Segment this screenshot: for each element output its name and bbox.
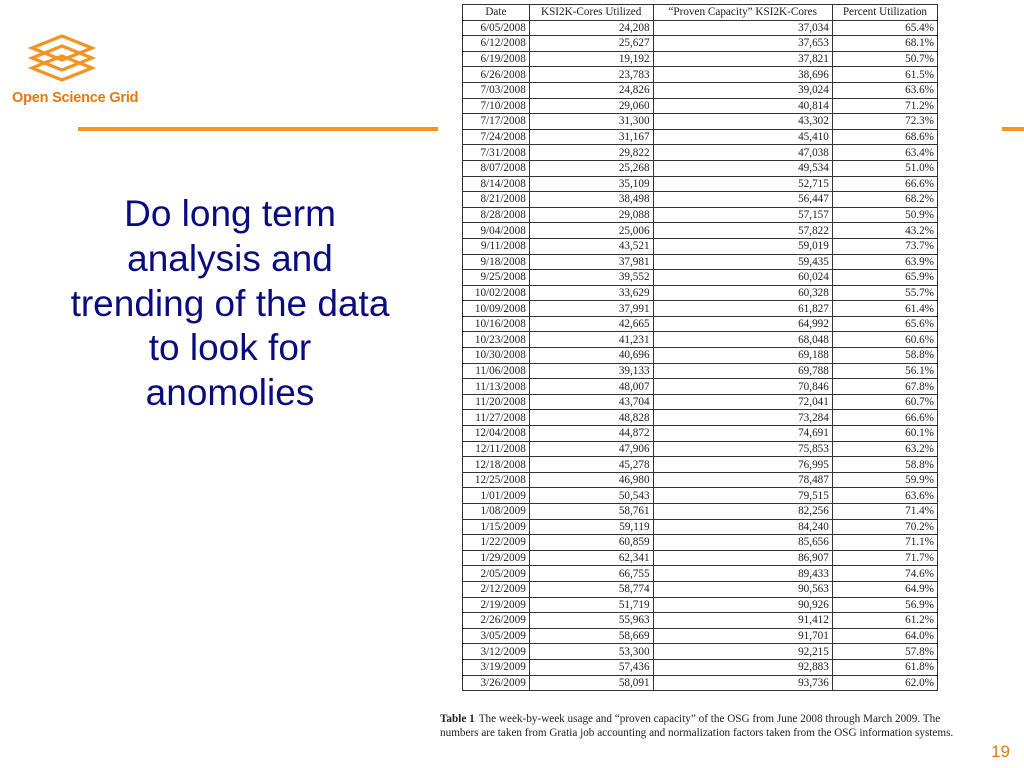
table-cell: 51.0% — [832, 160, 937, 176]
table-cell: 11/20/2008 — [463, 394, 530, 410]
table-cell: 6/05/2008 — [463, 20, 530, 36]
table-cell: 3/19/2009 — [463, 659, 530, 675]
table-cell: 12/11/2008 — [463, 441, 530, 457]
table-row — [463, 160, 938, 176]
table-cell: 38,696 — [653, 67, 832, 83]
table-cell: 11/06/2008 — [463, 363, 530, 379]
table-row — [463, 675, 938, 691]
table-cell: 33,629 — [529, 285, 653, 301]
table-cell: 66,755 — [529, 566, 653, 582]
table-cell: 11/13/2008 — [463, 379, 530, 395]
table-cell: 37,034 — [653, 20, 832, 36]
table-cell: 84,240 — [653, 519, 832, 535]
table-cell: 6/19/2008 — [463, 51, 530, 67]
table-cell: 10/16/2008 — [463, 316, 530, 332]
table-cell: 41,231 — [529, 332, 653, 348]
table-cell: 31,167 — [529, 129, 653, 145]
table-cell: 67.8% — [832, 379, 937, 395]
table-cell: 7/17/2008 — [463, 114, 530, 130]
table-cell: 7/03/2008 — [463, 82, 530, 98]
table-row — [463, 550, 938, 566]
column-header: “Proven Capacity” KSI2K-Cores — [653, 5, 832, 21]
table-cell: 24,826 — [529, 82, 653, 98]
table-cell: 52,715 — [653, 176, 832, 192]
column-header: Percent Utilization — [832, 5, 937, 21]
table-row — [463, 51, 938, 67]
column-header: KSI2K-Cores Utilized — [529, 5, 653, 21]
table-cell: 6/26/2008 — [463, 67, 530, 83]
table-cell: 71.1% — [832, 535, 937, 551]
table-cell: 59,019 — [653, 238, 832, 254]
table-row — [463, 20, 938, 36]
table-cell: 40,814 — [653, 98, 832, 114]
table-cell: 72,041 — [653, 394, 832, 410]
table-cell: 68.6% — [832, 129, 937, 145]
table-cell: 10/30/2008 — [463, 348, 530, 364]
caption-text: The week-by-week usage and “proven capacity” of the OSG from June 2008 through March 2009. The numbers are taken from Gratia job accounting and normalization factors taken from the OSG information systems. — [440, 713, 954, 739]
table-cell: 65.9% — [832, 270, 937, 286]
table-cell: 62.0% — [832, 675, 937, 691]
table-cell: 9/04/2008 — [463, 223, 530, 239]
table-cell: 47,906 — [529, 441, 653, 457]
table-cell: 69,188 — [653, 348, 832, 364]
table-cell: 91,701 — [653, 628, 832, 644]
table-cell: 24,208 — [529, 20, 653, 36]
table-cell: 47,038 — [653, 145, 832, 161]
table-cell: 9/18/2008 — [463, 254, 530, 270]
table-cell: 25,006 — [529, 223, 653, 239]
table-cell: 56.1% — [832, 363, 937, 379]
table-cell: 9/11/2008 — [463, 238, 530, 254]
table-cell: 25,627 — [529, 36, 653, 52]
table-cell: 60.7% — [832, 394, 937, 410]
table-cell: 89,433 — [653, 566, 832, 582]
table-cell: 8/21/2008 — [463, 192, 530, 208]
table-cell: 7/10/2008 — [463, 98, 530, 114]
table-cell: 3/05/2009 — [463, 628, 530, 644]
table-cell: 61.8% — [832, 659, 937, 675]
table-cell: 90,926 — [653, 597, 832, 613]
usage-table-figure — [462, 4, 938, 691]
table-cell: 2/19/2009 — [463, 597, 530, 613]
table-cell: 35,109 — [529, 176, 653, 192]
table-row — [463, 285, 938, 301]
table-cell: 50.7% — [832, 51, 937, 67]
table-cell: 7/31/2008 — [463, 145, 530, 161]
usage-table — [462, 4, 938, 691]
table-cell: 59,435 — [653, 254, 832, 270]
table-row — [463, 67, 938, 83]
table-cell: 78,487 — [653, 472, 832, 488]
table-row — [463, 207, 938, 223]
table-cell: 43,704 — [529, 394, 653, 410]
table-cell: 74.6% — [832, 566, 937, 582]
table-cell: 59,119 — [529, 519, 653, 535]
table-row — [463, 129, 938, 145]
header-rule-left — [78, 127, 438, 131]
table-cell: 1/08/2009 — [463, 504, 530, 520]
table-cell: 56.9% — [832, 597, 937, 613]
table-cell: 64.0% — [832, 628, 937, 644]
table-cell: 51,719 — [529, 597, 653, 613]
table-cell: 8/07/2008 — [463, 160, 530, 176]
table-row — [463, 628, 938, 644]
table-cell: 55,963 — [529, 613, 653, 629]
table-cell: 72.3% — [832, 114, 937, 130]
table-cell: 65.4% — [832, 20, 937, 36]
table-cell: 76,995 — [653, 457, 832, 473]
header-rule-right — [1002, 127, 1024, 131]
table-cell: 61.4% — [832, 301, 937, 317]
table-cell: 70,846 — [653, 379, 832, 395]
table-cell: 71.2% — [832, 98, 937, 114]
table-cell: 63.2% — [832, 441, 937, 457]
table-cell: 29,088 — [529, 207, 653, 223]
table-cell: 58,761 — [529, 504, 653, 520]
table-cell: 57,157 — [653, 207, 832, 223]
table-cell: 2/26/2009 — [463, 613, 530, 629]
table-row — [463, 332, 938, 348]
table-row — [463, 316, 938, 332]
table-cell: 1/15/2009 — [463, 519, 530, 535]
logo-text: Open Science Grid — [12, 90, 139, 106]
table-cell: 46,980 — [529, 472, 653, 488]
table-row — [463, 613, 938, 629]
table-cell: 58.8% — [832, 348, 937, 364]
table-cell: 39,024 — [653, 82, 832, 98]
table-cell: 8/28/2008 — [463, 207, 530, 223]
table-cell: 50,543 — [529, 488, 653, 504]
table-cell: 63.9% — [832, 254, 937, 270]
table-cell: 53,300 — [529, 644, 653, 660]
table-row — [463, 535, 938, 551]
table-cell: 86,907 — [653, 550, 832, 566]
table-cell: 63.4% — [832, 145, 937, 161]
table-row — [463, 270, 938, 286]
table-cell: 25,268 — [529, 160, 653, 176]
table-cell: 37,821 — [653, 51, 832, 67]
table-cell: 29,822 — [529, 145, 653, 161]
table-row — [463, 301, 938, 317]
table-cell: 2/12/2009 — [463, 581, 530, 597]
table-cell: 39,133 — [529, 363, 653, 379]
table-row — [463, 348, 938, 364]
table-cell: 31,300 — [529, 114, 653, 130]
table-cell: 38,498 — [529, 192, 653, 208]
table-cell: 58,091 — [529, 675, 653, 691]
table-cell: 61,827 — [653, 301, 832, 317]
table-cell: 12/25/2008 — [463, 472, 530, 488]
table-cell: 63.6% — [832, 488, 937, 504]
table-cell: 29,060 — [529, 98, 653, 114]
table-cell: 44,872 — [529, 426, 653, 442]
table-row — [463, 98, 938, 114]
table-row — [463, 659, 938, 675]
table-row — [463, 394, 938, 410]
table-cell: 2/05/2009 — [463, 566, 530, 582]
table-cell: 57.8% — [832, 644, 937, 660]
table-cell: 11/27/2008 — [463, 410, 530, 426]
table-cell: 63.6% — [832, 82, 937, 98]
table-cell: 68.1% — [832, 36, 937, 52]
table-cell: 19,192 — [529, 51, 653, 67]
table-cell: 65.6% — [832, 316, 937, 332]
table-cell: 43.2% — [832, 223, 937, 239]
table-cell: 60.1% — [832, 426, 937, 442]
table-cell: 9/25/2008 — [463, 270, 530, 286]
table-cell: 42,665 — [529, 316, 653, 332]
table-cell: 66.6% — [832, 176, 937, 192]
table-cell: 55.7% — [832, 285, 937, 301]
table-cell: 70.2% — [832, 519, 937, 535]
table-cell: 60,859 — [529, 535, 653, 551]
table-cell: 58.8% — [832, 457, 937, 473]
table-cell: 91,412 — [653, 613, 832, 629]
table-row — [463, 192, 938, 208]
table-cell: 40,696 — [529, 348, 653, 364]
table-cell: 45,278 — [529, 457, 653, 473]
table-cell: 50.9% — [832, 207, 937, 223]
table-cell: 92,883 — [653, 659, 832, 675]
osg-logo — [12, 32, 152, 112]
table-cell: 23,783 — [529, 67, 653, 83]
table-cell: 73.7% — [832, 238, 937, 254]
table-row — [463, 457, 938, 473]
table-row — [463, 254, 938, 270]
table-row — [463, 566, 938, 582]
table-cell: 43,521 — [529, 238, 653, 254]
table-cell: 1/01/2009 — [463, 488, 530, 504]
slide-headline: Do long term analysis and trending of the data to look for anomolies — [70, 193, 390, 414]
table-row — [463, 581, 938, 597]
table-cell: 39,552 — [529, 270, 653, 286]
osg-logo-icon — [22, 32, 102, 88]
table-cell: 75,853 — [653, 441, 832, 457]
table-cell: 49,534 — [653, 160, 832, 176]
table-cell: 62,341 — [529, 550, 653, 566]
table-cell: 1/29/2009 — [463, 550, 530, 566]
table-row — [463, 410, 938, 426]
table-cell: 10/02/2008 — [463, 285, 530, 301]
table-cell: 37,981 — [529, 254, 653, 270]
table-cell: 64,992 — [653, 316, 832, 332]
table-cell: 57,436 — [529, 659, 653, 675]
table-cell: 59.9% — [832, 472, 937, 488]
table-row — [463, 519, 938, 535]
table-cell: 58,774 — [529, 581, 653, 597]
table-cell: 60,024 — [653, 270, 832, 286]
table-cell: 71.7% — [832, 550, 937, 566]
table-cell: 92,215 — [653, 644, 832, 660]
table-cell: 7/24/2008 — [463, 129, 530, 145]
table-cell: 60.6% — [832, 332, 937, 348]
table-row — [463, 176, 938, 192]
table-row — [463, 441, 938, 457]
table-cell: 37,991 — [529, 301, 653, 317]
table-cell: 3/26/2009 — [463, 675, 530, 691]
table-cell: 69,788 — [653, 363, 832, 379]
table-cell: 48,828 — [529, 410, 653, 426]
table-cell: 58,669 — [529, 628, 653, 644]
table-cell: 71.4% — [832, 504, 937, 520]
table-cell: 74,691 — [653, 426, 832, 442]
table-header-row — [463, 5, 938, 21]
table-cell: 68,048 — [653, 332, 832, 348]
table-cell: 48,007 — [529, 379, 653, 395]
table-row — [463, 114, 938, 130]
table-row — [463, 223, 938, 239]
table-cell: 60,328 — [653, 285, 832, 301]
caption-label: Table 1 — [440, 713, 475, 725]
page-number: 19 — [991, 742, 1010, 761]
table-cell: 6/12/2008 — [463, 36, 530, 52]
table-cell: 90,563 — [653, 581, 832, 597]
table-cell: 45,410 — [653, 129, 832, 145]
table-row — [463, 597, 938, 613]
table-cell: 3/12/2009 — [463, 644, 530, 660]
table-row — [463, 426, 938, 442]
table-cell: 66.6% — [832, 410, 937, 426]
table-cell: 85,656 — [653, 535, 832, 551]
table-row — [463, 36, 938, 52]
table-row — [463, 379, 938, 395]
table-row — [463, 644, 938, 660]
table-row — [463, 488, 938, 504]
table-cell: 43,302 — [653, 114, 832, 130]
table-cell: 37,653 — [653, 36, 832, 52]
table-row — [463, 145, 938, 161]
table-row — [463, 238, 938, 254]
table-caption — [440, 712, 965, 740]
table-cell: 68.2% — [832, 192, 937, 208]
table-row — [463, 472, 938, 488]
table-cell: 56,447 — [653, 192, 832, 208]
table-row — [463, 363, 938, 379]
table-cell: 1/22/2009 — [463, 535, 530, 551]
table-cell: 64.9% — [832, 581, 937, 597]
table-cell: 93,736 — [653, 675, 832, 691]
table-cell: 79,515 — [653, 488, 832, 504]
table-cell: 8/14/2008 — [463, 176, 530, 192]
table-cell: 73,284 — [653, 410, 832, 426]
table-cell: 10/09/2008 — [463, 301, 530, 317]
table-cell: 12/18/2008 — [463, 457, 530, 473]
table-cell: 82,256 — [653, 504, 832, 520]
table-cell: 57,822 — [653, 223, 832, 239]
table-cell: 12/04/2008 — [463, 426, 530, 442]
table-cell: 61.2% — [832, 613, 937, 629]
table-cell: 10/23/2008 — [463, 332, 530, 348]
table-row — [463, 504, 938, 520]
table-row — [463, 82, 938, 98]
column-header: Date — [463, 5, 530, 21]
table-cell: 61.5% — [832, 67, 937, 83]
